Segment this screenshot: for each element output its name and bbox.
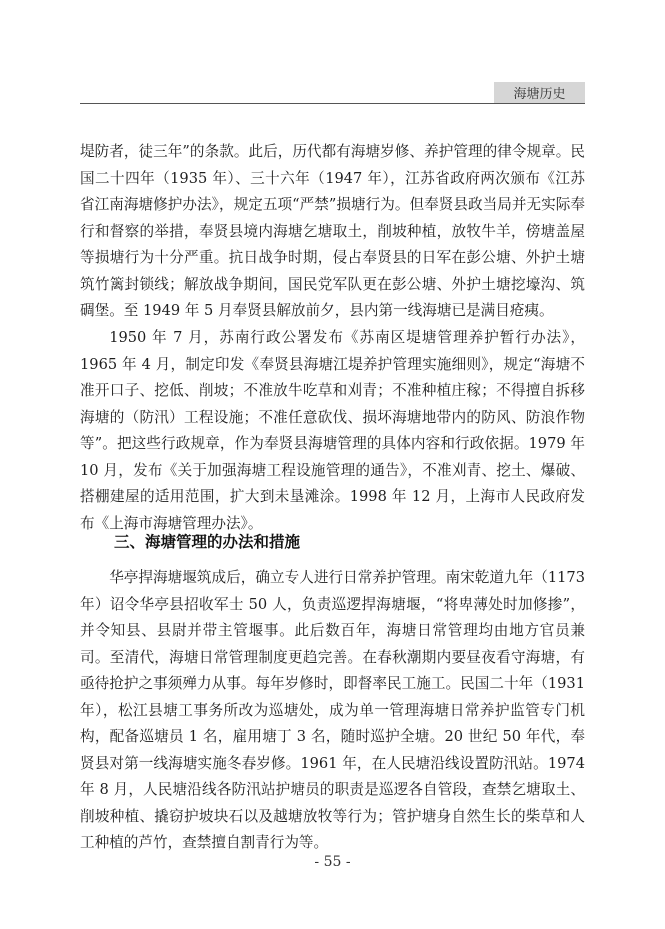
header-divider (80, 103, 585, 104)
section-tab-label: 海塘历史 (513, 87, 566, 102)
paragraph-text: 1950 年 7 月，苏南行政公署发布《苏南区堤塘管理养护暂行办法》，1965 年 4 月，制定印发《奉贤县海塘江堤养护管理实施细则》，规定“海塘不准开口子、挖低、削坡；不准放牛吃草和刈青；不准种植庄稼；不得擅自拆移海塘的（防汛）工程设施；不准任意砍伐、损坏海塘地带内的防风、防浪作物等”。把这些行政规章，作为奉贤县海塘管理的具体内容和行政依据。1979 年 10 月，发布《关于加强海塘工程设施管理的通告》，不准刈青、挖土、爆破、搭棚建屋的适用范围，扩大到未垦滩涂。1998 年 12 月，上海市人民政府发布《上海市海塘管理办法》。 (80, 329, 585, 532)
paragraph (80, 565, 585, 857)
page-number: - 55 - (314, 854, 351, 870)
paragraph (80, 325, 585, 537)
paragraph-continuation (80, 139, 585, 325)
paragraph-text: 华亭捍海塘堰筑成后，确立专人进行日常养护管理。南宋乾道九年（1173 年）诏令华亭县招收军士 50 人，负责巡逻捍海塘堰，“将卑薄处时加修掺”，并令知县、县尉并带主管堰事。此后数百年，海塘日常管理均由地方官员兼司。至清代，海塘日常管理制度更趋完善。在春秋潮期内要昼夜看守海塘，有亟待抢护之事须殚力从事。每年岁修时，即督率民工施工。民国二十年（1931 年），松江县塘工事务所改为巡塘处，成为单一管理海塘日常养护监管专门机构，配备巡塘员 1 名，雇用塘丁 3 名，随时巡护全塘。20 世纪 50 年代，奉贤县对第一线海塘实施冬春岁修。1961 年，在人民塘沿线设置防汛站。1974 年 8 月，人民塘沿线各防汛站护塘员的职责是巡逻各自管段，查禁乞塘取土、削坡种植、撬窃护坡块石以及越塘放牧等行为；管护塘身自然生长的柴草和人工种植的芦竹，查禁擅自割青行为等。 (80, 569, 585, 851)
section-heading: 三、海塘管理的办法和措施 (114, 533, 301, 551)
section-tab (494, 82, 585, 103)
paragraph-text: 堤防者，徒三年”的条款。此后，历代都有海塘岁修、养护管理的律令规章。民国二十四年（1935 年）、三十六年（1947 年），江苏省政府两次颁布《江苏省江南海塘修护办法》，规定五项“严禁”损塘行为。但奉贤县政当局并无实际奉行和督察的举措，奉贤县境内海塘乞塘取土，削坡种植，放牧牛羊，傍塘盖屋等损塘行为十分严重。抗日战争时期，侵占奉贤县的日军在彭公塘、外护土塘筑竹篱封锁线；解放战争期间，国民党军队更在彭公塘、外护土塘挖壕沟、筑碉堡。至 1949 年 5 月奉贤县解放前夕，县内第一线海塘已是满目疮痍。 (80, 143, 585, 319)
